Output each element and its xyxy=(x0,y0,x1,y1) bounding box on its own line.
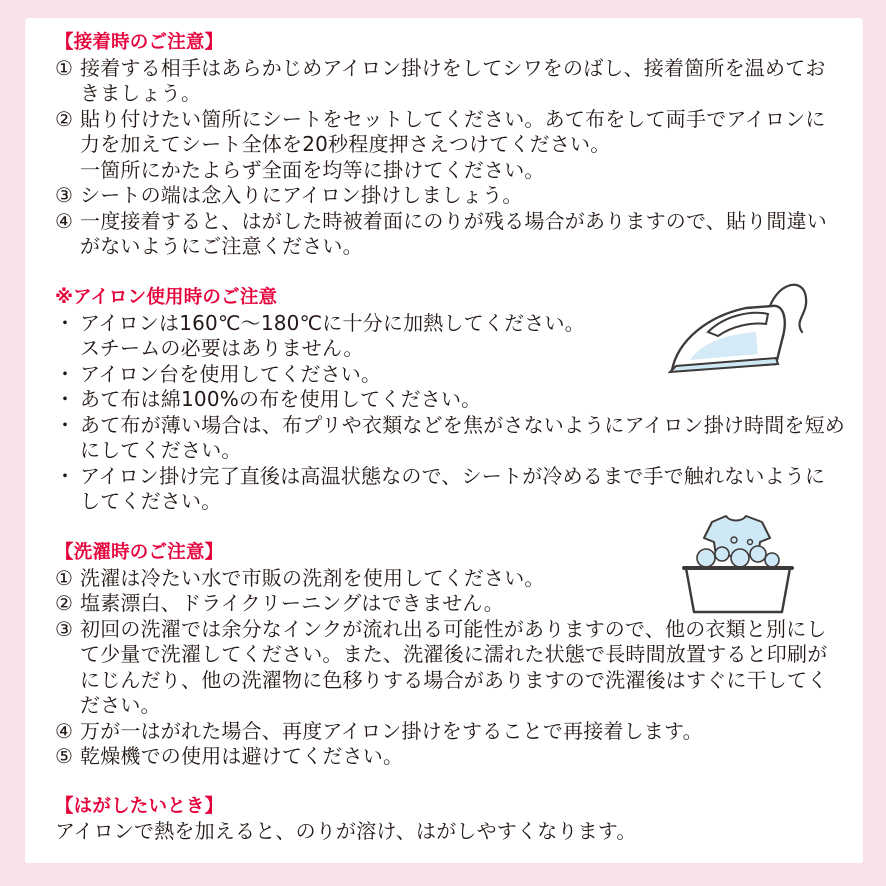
bubble xyxy=(715,547,729,561)
section-gap xyxy=(55,770,845,794)
list-item xyxy=(55,744,845,770)
item-marker: ③ xyxy=(55,616,74,641)
list-item xyxy=(55,719,845,745)
item-text: 万が一はがれた場合、再度アイロン掛けをすることで再接着します。 xyxy=(80,718,703,743)
item-marker: ② xyxy=(55,591,74,615)
list-item xyxy=(55,464,845,515)
bubble xyxy=(750,546,766,562)
item-marker: ・ xyxy=(55,412,76,437)
remove-heading: 【はがしたいとき】 xyxy=(55,795,224,817)
washing-basin-icon xyxy=(682,512,794,618)
item-text: 初回の洗濯では余分なインクが流れ出る可能性がありますので、他の衣類と別にして少量で洗濯してください。また、洗濯後に濡れた状態で長時間放置すると印刷がにじんだり、他の洗濯物に色移りする場合がありますので洗濯後はすぐに干してください。 xyxy=(80,616,828,717)
item-text: 一度接着すると、はがした時被着面にのりが残る場合がありますので、貼り間違いがないようにご注意ください。 xyxy=(80,208,827,258)
item-marker: ・ xyxy=(55,387,76,411)
item-marker: ④ xyxy=(55,208,74,233)
item-marker: ④ xyxy=(55,718,74,743)
item-text: アイロン台を使用してください。 xyxy=(80,361,382,386)
item-marker: ② xyxy=(55,106,74,131)
list-item xyxy=(55,413,845,464)
iron-icon xyxy=(668,280,828,380)
item-marker: ③ xyxy=(55,183,74,207)
bubble xyxy=(765,553,779,567)
item-text: アイロンは160℃～180℃に十分に加熱してください。 xyxy=(80,310,585,335)
item-text: 一箇所にかたよらず全面を均等に掛けてください。 xyxy=(80,157,545,182)
list-item xyxy=(55,209,845,260)
item-marker: ・ xyxy=(55,310,76,335)
bubble xyxy=(697,549,715,567)
list-item xyxy=(55,56,845,107)
wash-heading: 【洗濯時のご注意】 xyxy=(55,542,224,563)
item-text: アイロン掛け完了直後は高温状態なので、シートが冷めるまで手で触れないようにしてください。 xyxy=(80,463,826,513)
item-marker: ① xyxy=(55,565,74,590)
item-text: 貼り付けたい箇所にシートをセットしてください。あて布をして両手でアイロンに力を加えてシート全体を20秒程度押さえつけてください。 xyxy=(80,106,826,156)
remove-text: アイロンで熱を加えると、のりが溶け、はがしやすくなります。 xyxy=(55,819,637,843)
list-item xyxy=(55,158,845,184)
item-text: スチームの必要はありません。 xyxy=(80,336,364,360)
bubble xyxy=(731,537,737,543)
list-item xyxy=(55,183,845,209)
item-text: 塩素漂白、ドライクリーニングはできません。 xyxy=(80,591,504,615)
basin-shape xyxy=(686,568,790,612)
bubble xyxy=(731,549,749,567)
item-marker: ・ xyxy=(55,361,76,386)
adhesion-heading: 【接着時のご注意】 xyxy=(55,32,224,53)
item-marker: ・ xyxy=(55,463,76,488)
item-marker: ① xyxy=(55,55,74,80)
instructions-content xyxy=(55,30,845,845)
item-text: 乾燥機での使用は避けてください。 xyxy=(80,744,404,768)
list-item xyxy=(55,387,845,413)
item-text: 接着する相手はあらかじめアイロン掛けをしてシワをのばし、接着箇所を温めておきましょう。 xyxy=(80,55,826,105)
item-text: シートの端は念入りにアイロン掛けしましょう。 xyxy=(80,183,523,207)
iron-heading: ※アイロン使用時のご注意 xyxy=(55,287,278,308)
item-marker: ⑤ xyxy=(55,744,74,768)
item-text: あて布が薄い場合は、布プリや衣類などを焦がさないようにアイロン掛け時間を短めにしてください。 xyxy=(80,412,845,462)
item-text: 洗濯は冷たい水で市販の洗剤を使用してください。 xyxy=(80,565,545,590)
list-item xyxy=(55,107,845,158)
list-item xyxy=(55,617,845,719)
item-text: あて布は綿100%の布を使用してください。 xyxy=(80,387,482,411)
bubble xyxy=(748,540,753,545)
